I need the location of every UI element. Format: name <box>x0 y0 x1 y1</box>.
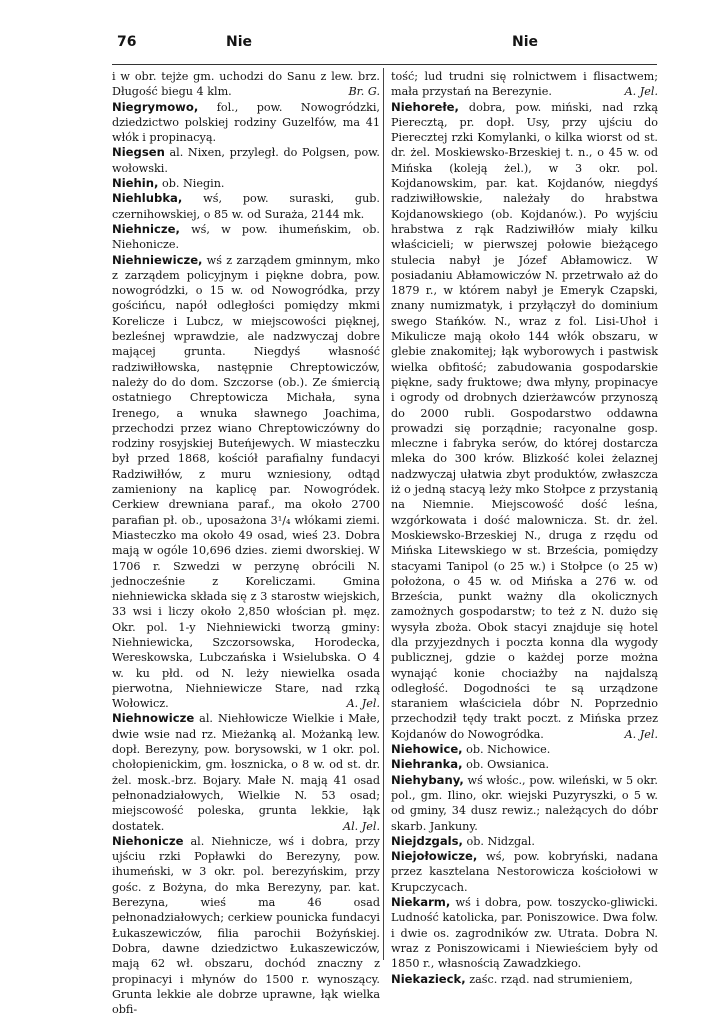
dictionary-entry <box>391 849 658 895</box>
entry-term: Niekazieck, <box>391 971 466 986</box>
dictionary-entry <box>391 69 658 100</box>
entry-text: zaśc. rząd. nad strumieniem, <box>465 972 633 986</box>
entry-text: al. Niehnicze, wś i dobra, przy ujściu rzki Popławki do Berezyny, pow. ihumeński, w 3 okr. pol. berezyńskim, przy gośc. z Bożyna, do mka Berezyny, par. kat. Berezyna, wieś ma 46 osad pełnonadziałowych; cerkiew pounicka fundacyi Łukaszewiczów, filia parochii Bożyńskiej. Dobra, dawne dziedzictwo Łukaszewiczów, mają 62 wł. obszaru, dochód znaczny z propinacyi i młynów do 1500 r. wynoszący. Grunta lekkie ale dobrze uprawne, łąk wielka obfi- <box>112 834 380 1017</box>
running-headword-left: Nie <box>226 34 253 50</box>
entry-text: i w obr. tejże gm. uchodzi do Sanu z lew. brz. Długość biegu 4 klm. <box>112 70 380 99</box>
entry-signature: A. Jel. <box>346 697 380 711</box>
dictionary-entry <box>112 191 380 222</box>
dictionary-entry <box>112 145 380 176</box>
entry-term: Niehnicze, <box>112 221 180 236</box>
left-column <box>112 69 380 1017</box>
dictionary-entry <box>391 757 658 772</box>
entry-term: Niehowice, <box>391 742 463 757</box>
dictionary-entry <box>391 742 658 757</box>
entry-text: wś, pow. suraski, gub. czernihowskiej, o 85 w. od Suraża, 2144 mk. <box>112 192 380 221</box>
entry-text: tość; lud trudni się rolnictwem i flisactwem; mała przystań na Berezynie. <box>391 70 658 99</box>
entry-term: Niehniewicze, <box>112 252 203 267</box>
dictionary-entry <box>391 895 658 971</box>
entry-signature: Al. Jel. <box>342 819 380 833</box>
entry-text: ob. Nidzgal. <box>462 834 535 848</box>
entry-signature: Br. G. <box>348 85 380 99</box>
dictionary-entry <box>391 834 658 849</box>
entry-term: Niegrymowo, <box>112 99 199 114</box>
dictionary-entry <box>112 222 380 253</box>
entry-term: Niejdzgals, <box>391 833 463 848</box>
entry-term: Niehin, <box>112 176 159 191</box>
right-column <box>391 69 658 987</box>
dictionary-entry <box>112 176 380 191</box>
entry-text: fol., pow. Nowogródzki, dziedzictwo polskiej rodziny Guzelfów, ma 41 włók i propinacyą. <box>112 100 380 145</box>
dictionary-entry <box>112 69 380 100</box>
entry-text: wś i dobra, pow. toszycko-gliwicki. Ludność katolicka, par. Poniszowice. Dwa folw. i dwie os. zagrodników zw. Utrata. Dobra N. wraz z Poniszowicami i Niewieściem były od 1850 r., własnością Zawadzkiego. <box>391 896 658 971</box>
entry-text: wś, pow. kobryński, nadana przez kasztelana Nestorowicza kościołowi w Krupczycach. <box>391 850 658 894</box>
entry-text: wś z zarządem gminnym, mko z zarządem policyjnym i piękne dobra, pow. nowogródzki, o 15 w. od Nowogródka, przy gościńcu, napół odległości pomiędzy mkmi Korelicze i Lubcz, w miejscowości pięknej, bezleśnej wprawdzie, ale nadzwyczaj dobre mającej grunta. Niegdyś własność radziwiłłowska, następnie Chreptowiczów, należy do do dom. Szczorse (ob.). Ze śmiercią ostatniego Chreptowicza Michała, syna Irenego, a wnuka sławnego Joachima, przechodzi przez wiano Chreptowiczówny do rodziny rosyjskiej Buteńjewych. W miasteczku był przed 1868, kościół parafialny fundacyi Radziwiłłów, z muru wzniesiony, odtąd zamieniony na kaplicę par. Nowogródek. Cerkiew drewniana paraf., ma około 2700 parafian pł. ob., uposażona 3¹/₄ włókami ziemi. Miasteczko ma około 49 osad, wieś 23. Dobra mają w ogóle 10,696 dzies. ziemi dworskiej. W 1706 r. Szwedzi w perzynę obrócili N. jednocześnie z Koreliczami. Gmina niehniewicka składa się z 3 starostw wiejskich, 33 wsi i liczy około 2,850 włościan pł. męz. Okr. pol. 1-y Niehniewicki tworzą gminy: Niehniewicka, Szczorsowska, Horodecka, Wereskowska, Lubczańska i Wsielubska. O 4 w. ku płd. od N. leży niewielka osada pierwotna, Niehniewicze Stare, nad rzką Wołowicz. <box>112 253 380 711</box>
entry-text: wś, w pow. ihumeńskim, ob. Niehonicze. <box>112 222 380 252</box>
entry-term: Niekarm, <box>391 895 451 910</box>
header-rule <box>112 64 657 65</box>
entry-text: ob. Owsianica. <box>462 758 550 772</box>
entry-term: Niehnowicze <box>112 711 195 726</box>
entry-term: Niehlubka, <box>112 191 183 206</box>
page-number: 76 <box>117 34 137 50</box>
entry-text: al. Nixen, przyległ. do Polgsen, pow. wołowski. <box>112 146 380 175</box>
dictionary-entry <box>112 711 380 833</box>
entry-text: dobra, pow. miński, nad rzką Pierecztą, pr. dopł. Usy, przy ujściu do Pierecztej rzki Komylanki, o kilka wiorst od st. dr. żel. Moskiewsko-Brzeskiej t. n., o 45 w. od Mińska (koleją żel.), w 3 okr. pol. Kojdanowskim, par. kat. Kojdanów, niegdyś radziwiłłowskie, należały do hrabstwa Kojdanowskiego (ob. Kojdanów.). Po wyjściu hrabstwa z rąk Radziwiłłów miały kilku właścicieli; w pierwszej połowie bieżącego stulecia nabył je Józef Abłamowicz. W posiadaniu Abłamowiczów N. przetrwało aż do 1879 r., w którem nabył je Emeryk Czapski, znany numizmatyk, i przyłączył do dominium swego Stańków. N., wraz z fol. Lisi-Uhoł i Mikulicze mają około 144 włók obszaru, w glebie znakomitej; łąk wyborowych i pastwisk wielka obfitość; zabudowania gospodarskie piękne, sady fruktowe; dwa młyny, propinacye i ogrody od drobnych dzierżawców przynoszą do 2000 rubli. Gospodarstwo oddawna prowadzi się porządnie; racyonalne gosp. mleczne i fabryka serów, do której dostarcza mleka do 300 krów. Blizkość kolei żelaznej nadzwyczaj ułatwia zbyt produktów, zwłaszcza iż o jedną stacyą leży mko Stołpce z przystanią na Niemnie. Miejscowość dość leśna, wzgórkowata i dość malownicza. St. dr. żel. Moskiewsko-Brzeskiej N., druga z rzędu od Mińska Litewskiego w st. Brześcia, pomiędzy stacyami Tanipol (o 25 w.) i Stołpce (o 25 w) położona, o 45 w. od Mińska a 276 w. od Brześcia, punkt ważny dla okolicznych zamożnych gospodarstw; to też z N. dużo się wysyła zboża. Obok stacyi znajduje się hotel dla przyjezdnych i poczta konna dla wygody publicznej, gdzie o każdej porze można wynająć konie chociażby na najdalszą odległość. Dogodności te są urządzone staraniem właściciela dóbr N. Poprzednio przechodził tędy trakt poczt. z Mińska przez Kojdanów do Nowogródka. <box>391 100 658 741</box>
dictionary-entry <box>112 100 380 146</box>
entry-term: Niehranka, <box>391 757 463 772</box>
entry-signature: A. Jel. <box>624 85 658 99</box>
entry-term: Niegsen <box>112 145 165 160</box>
dictionary-entry <box>391 773 658 834</box>
entry-term: Niehonicze <box>112 833 184 848</box>
dictionary-entry <box>112 834 380 1017</box>
entry-term: Niehybany, <box>391 772 464 787</box>
entry-term: Niehorełe, <box>391 99 459 114</box>
entry-text: wś włośc., pow. wileński, w 5 okr. pol., gm. Ilino, okr. wiejski Puzyryszki, o 5 w. od gminy, 34 dusz rewiz.; należących do dóbr skarb. Jankuny. <box>391 773 658 833</box>
dictionary-entry <box>391 972 658 987</box>
dictionary-entry <box>391 100 658 742</box>
running-headword-right: Nie <box>512 34 539 50</box>
entry-term: Niejołowicze, <box>391 849 478 864</box>
entry-signature: A. Jel. <box>624 727 658 741</box>
entry-text: ob. Niegin. <box>158 177 225 191</box>
column-rule <box>383 68 384 960</box>
entry-text: ob. Nichowice. <box>462 743 551 757</box>
dictionary-entry <box>112 253 380 712</box>
entry-text: al. Niehłowicze Wielkie i Małe, dwie wsie nad rz. Mieżanką al. Możanką lew. dopł. Berezyny, pow. borysowski, w 1 okr. pol. chołopienickim, gm. łosznicka, o 8 w. od st. dr. żel. mosk.-brz. Bojary. Małe N. mają 41 osad pełnonadziałowych, Wielkie N. 53 osad; miejscowość poleska, grunta lekkie, łąk dostatek. <box>112 712 380 833</box>
